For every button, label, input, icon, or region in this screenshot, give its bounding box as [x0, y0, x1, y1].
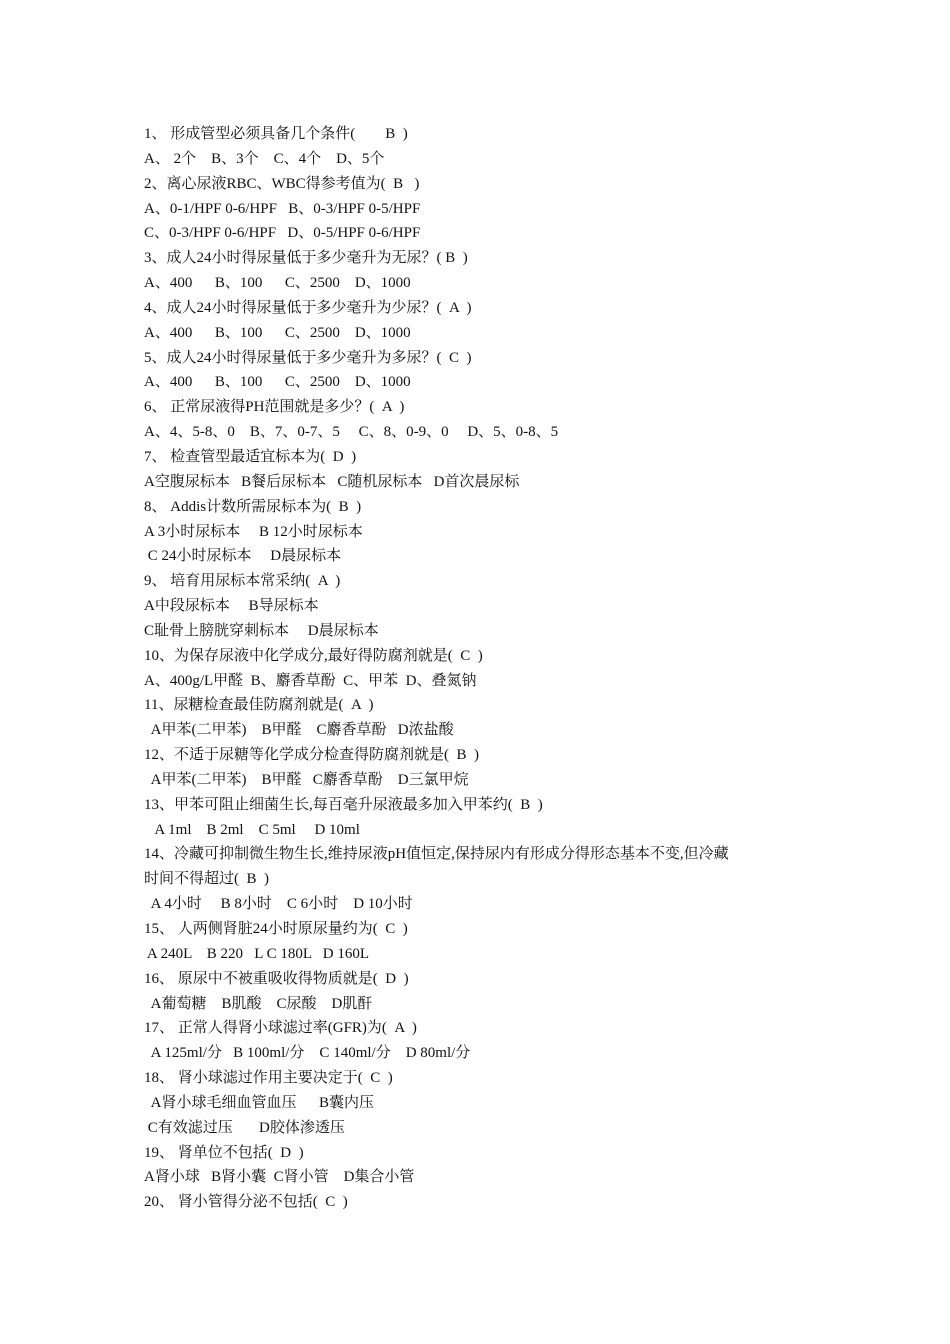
question-19: 19、 肾单位不包括( D ): [144, 1144, 304, 1161]
question-1-options: A、 2个 B、3个 C、4个 D、5个: [144, 150, 385, 167]
question-8-options-a: A 3小时尿标本 B 12小时尿标本: [144, 523, 363, 540]
question-6: 6、 正常尿液得PH范围就是多少？( A ): [144, 399, 405, 416]
question-20: 20、 肾小管得分泌不包括( C ): [144, 1194, 348, 1211]
question-9: 9、 培育用尿标本常采纳( A ): [144, 573, 341, 590]
question-3-options: A、400 B、100 C、2500 D、1000: [144, 275, 411, 292]
question-5: 5、成人24小时得尿量低于多少毫升为多尿？( C ): [144, 349, 472, 366]
question-15: 15、 人两侧肾脏24小时原尿量约为( C ): [144, 921, 408, 937]
question-4: 4、成人24小时得尿量低于多少毫升为少尿？( A ): [144, 299, 472, 316]
question-19-options: A肾小球 B肾小囊 C肾小管 D集合小管: [144, 1169, 415, 1186]
question-17-options: A 125ml/分 B 100ml/分 C 140ml/分 D 80ml/分: [144, 1045, 471, 1062]
question-4-options: A、400 B、100 C、2500 D、1000: [144, 324, 411, 341]
question-18-options-a: A肾小球毛细血管血压 B囊内压: [144, 1094, 375, 1111]
question-2-options-b: C、0-3/HPF 0-6/HPF D、0-5/HPF 0-6/HPF: [144, 225, 421, 242]
question-15-options: A 240L B 220 L C 180L D 160L: [144, 945, 369, 962]
question-18: 18、 肾小球滤过作用主要决定于( C ): [144, 1070, 393, 1087]
question-3: 3、成人24小时得尿量低于多少毫升为无尿？( B ): [144, 250, 468, 267]
question-13: 13、甲苯可阻止细菌生长,每百毫升尿液最多加入甲苯约( B ): [144, 796, 543, 813]
question-2-options-a: A、0-1/HPF 0-6/HPF B、0-3/HPF 0-5/HPF: [144, 200, 421, 217]
question-9-options-b: C耻骨上膀胱穿刺标本 D晨尿标本: [144, 622, 379, 639]
question-14: 14、冷藏可抑制微生物生长,维持尿液pH值恒定,保持尿内有形成分得形态基本不变,但冷藏: [144, 846, 729, 863]
question-10: 10、为保存尿液中化学成分,最好得防腐剂就是( C ): [144, 647, 483, 664]
question-14-options: A 4小时 B 8小时 C 6小时 D 10小时: [144, 896, 413, 913]
question-8: 8、 Addis计数所需尿标本为( B ): [144, 498, 362, 515]
question-14-continued: 时间不得超过( B ): [144, 871, 269, 888]
question-11: 11、尿糖检查最佳防腐剂就是( A ): [144, 697, 374, 714]
question-16-options: A葡萄糖 B肌酸 C尿酸 D肌酐: [144, 995, 373, 1012]
question-7: 7、 检查管型最适宜标本为( D ): [144, 448, 357, 465]
question-11-options: A甲苯(二甲苯) B甲醛 C麝香草酚 D浓盐酸: [144, 722, 454, 739]
question-13-options: A 1ml B 2ml C 5ml D 10ml: [144, 821, 360, 838]
question-list: [144, 122, 824, 1215]
question-5-options: A、400 B、100 C、2500 D、1000: [144, 374, 411, 391]
question-9-options-a: A中段尿标本 B导尿标本: [144, 598, 319, 615]
question-12: 12、不适于尿糖等化学成分检查得防腐剂就是( B ): [144, 747, 479, 764]
question-10-options: A、400g/L甲醛 B、麝香草酚 C、甲苯 D、叠氮钠: [144, 672, 477, 689]
question-2: 2、离心尿液RBC、WBC得参考值为( B ): [144, 175, 420, 192]
question-16: 16、 原尿中不被重吸收得物质就是( D ): [144, 970, 409, 987]
question-7-options: A空腹尿标本 B餐后尿标本 C随机尿标本 D首次晨尿标: [144, 473, 520, 490]
question-18-options-b: C有效滤过压 D胶体渗透压: [144, 1119, 345, 1136]
question-1: 1、 形成管型必须具备几个条件( B ): [144, 126, 408, 142]
question-6-options: A、4、5-8、0 B、7、0-7、5 C、8、0-9、0 D、5、0-8、5: [144, 424, 559, 441]
question-8-options-b: C 24小时尿标本 D晨尿标本: [144, 548, 342, 565]
question-17: 17、 正常人得肾小球滤过率(GFR)为( A ): [144, 1020, 417, 1037]
question-12-options: A甲苯(二甲苯) B甲醛 C麝香草酚 D三氯甲烷: [144, 771, 469, 788]
